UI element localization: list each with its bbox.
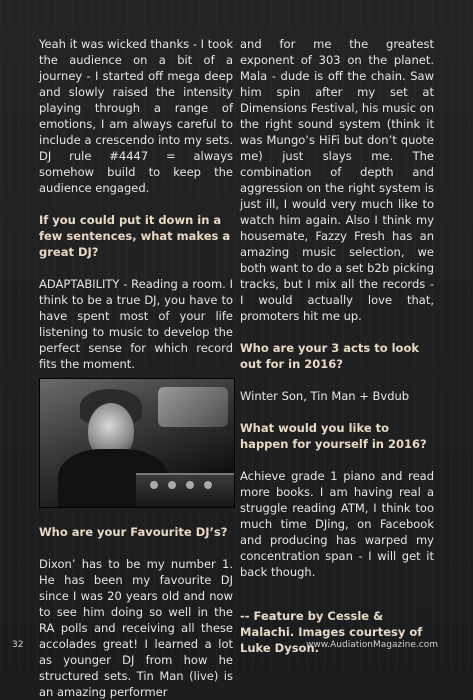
answer-paragraph: Achieve grade 1 piano and read more books. I am having real a struggle reading ATM, I think too much time DJing, on Facebook and producing has warped my concentration span - I will get it back though. xyxy=(240,469,434,579)
photo-knob xyxy=(150,481,158,489)
answer-paragraph: ADAPTABILITY - Reading a room. I think to be a true DJ, you have to have spent most of your life listening to music to develop the perfect sense for which record fits the moment. xyxy=(39,277,233,371)
answer-paragraph: Winter Son, Tin Man + Bvdub xyxy=(240,389,410,403)
answer-paragraph: Dixon’ has to be my number 1. He has been my favourite DJ since I was 20 years old and now to see him doing so well in the RA polls and receiving all these accolades great! I learned a lot as younger DJ from how he structured sets. Tin Man (live) is an amazing performer xyxy=(39,557,233,699)
question-heading: What would you like to happen for yourself in 2016? xyxy=(240,421,427,451)
magazine-url[interactable]: www.AudiationMagazine.com xyxy=(306,640,439,650)
background-sign xyxy=(158,387,228,427)
left-column xyxy=(39,36,233,700)
photo-knob xyxy=(168,481,176,489)
question-heading: Who are your Favourite DJ’s? xyxy=(39,525,228,539)
photo-knob xyxy=(186,481,194,489)
question-heading: If you could put it down in a few sentences, what makes a great DJ? xyxy=(39,213,231,259)
feature-credit: -- Feature by Cessle & Malachi. Images courtesy of Luke Dyson. xyxy=(240,609,423,655)
dj-photo xyxy=(39,378,235,508)
answer-paragraph: and for me the greatest exponent of 303 on the planet. Mala - dude is off the chain. Saw him spin after my set at Dimensions Festival, his music on the right sound system (think it was Mungo’s HiFi but don’t quote me) just slays me. The combination of depth and aggression on the right system is just ill, I would very much like to watch him again. Also I think my housemate, Fazzy Fresh has an amazing music selection, we both want to do a set b2b picking tracks, but I mix all the records - I would actually love that, promoters hit me up. xyxy=(240,37,435,323)
answer-paragraph: Yeah it was wicked thanks - I took the audience on a bit of a journey - I started off mega deep and slowly raised the intensity playing through a range of emotions, I am always careful to include a crescendo into my sets. DJ rule #4447 = always somehow build to keep the audience engaged. xyxy=(39,37,233,195)
photo-dj-deck xyxy=(136,473,235,508)
question-heading: Who are your 3 acts to look out for in 2016? xyxy=(240,341,419,371)
right-column xyxy=(240,36,434,656)
photo-knob xyxy=(204,481,212,489)
page-number: 32 xyxy=(12,640,24,650)
